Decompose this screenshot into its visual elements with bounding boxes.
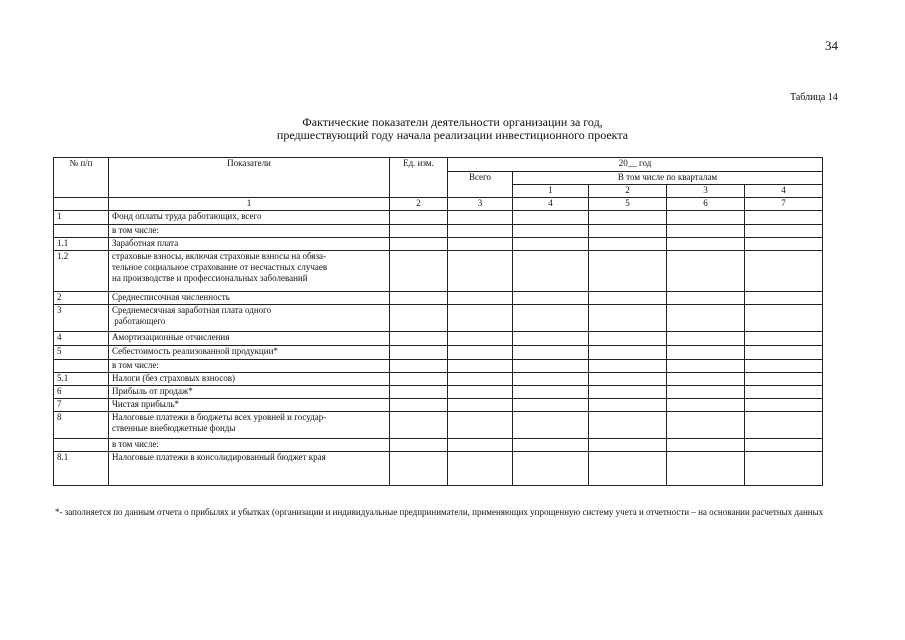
col-number-4: 4 (513, 198, 589, 211)
value-cell (390, 225, 448, 238)
row-indicator (109, 412, 390, 439)
value-cell (513, 452, 589, 486)
value-cell (448, 211, 513, 225)
page-number: 34 (825, 38, 838, 53)
document-title (0, 116, 905, 142)
value-cell (448, 452, 513, 486)
value-cell (589, 305, 667, 332)
column-numbers-row (54, 198, 823, 211)
table-row (54, 373, 823, 386)
value-cell (589, 238, 667, 251)
value-cell (589, 225, 667, 238)
row-number: 5.1 (54, 373, 109, 386)
header-quarter-1: 1 (513, 185, 589, 198)
value-cell (513, 292, 589, 305)
value-cell (745, 399, 823, 412)
value-cell (589, 399, 667, 412)
row-indicator (109, 399, 390, 412)
table-row (54, 399, 823, 412)
value-cell (745, 251, 823, 292)
row-number: 1 (54, 211, 109, 225)
value-cell (513, 305, 589, 332)
title-line-1: Фактические показатели деятельности организации за год, (302, 115, 603, 129)
table-label: Таблица 14 (790, 92, 838, 103)
value-cell (513, 238, 589, 251)
value-cell (745, 452, 823, 486)
value-cell (667, 305, 745, 332)
value-cell (390, 412, 448, 439)
indicator-text: страховые взносы, включая страховые взносы на обяза- (112, 251, 326, 261)
indicator-text: Амортизационные отчисления (112, 332, 230, 342)
col-number-3: 3 (448, 198, 513, 211)
value-cell (745, 360, 823, 373)
row-indicator (109, 225, 390, 238)
value-cell (448, 305, 513, 332)
value-cell (513, 412, 589, 439)
row-number (54, 225, 109, 238)
indicator-text: работающего (112, 316, 166, 326)
value-cell (513, 360, 589, 373)
row-indicator (109, 292, 390, 305)
value-cell (745, 305, 823, 332)
header-quarters-group: В том числе по кварталам (513, 172, 823, 185)
table-row (54, 292, 823, 305)
value-cell (667, 399, 745, 412)
indicator-text: в том числе: (112, 360, 159, 370)
row-number (54, 439, 109, 452)
value-cell (667, 238, 745, 251)
value-cell (745, 386, 823, 399)
row-number: 4 (54, 332, 109, 346)
value-cell (448, 238, 513, 251)
row-indicator (109, 238, 390, 251)
table-row (54, 225, 823, 238)
value-cell (390, 439, 448, 452)
value-cell (390, 305, 448, 332)
indicator-text: ственные внебюджетные фонды (112, 423, 236, 433)
value-cell (667, 332, 745, 346)
value-cell (589, 360, 667, 373)
col-number-blank (54, 198, 109, 211)
value-cell (390, 251, 448, 292)
indicator-text: Заработная плата (112, 238, 179, 248)
value-cell (589, 292, 667, 305)
value-cell (513, 399, 589, 412)
value-cell (390, 452, 448, 486)
value-cell (667, 360, 745, 373)
value-cell (390, 332, 448, 346)
footnote: *- заполняется по данным отчета о прибылях и убытках (организации и индивидуальные предприниматели, применяющих упрощенную систему учета и отчетности – на основании расчетных данных (55, 507, 824, 517)
indicator-text: Налоговые платежи в консолидированный бюджет края (112, 452, 326, 462)
header-num: № п/п (54, 158, 109, 198)
value-cell (448, 225, 513, 238)
col-number-2: 2 (390, 198, 448, 211)
header-year: 20__ год (448, 158, 823, 172)
row-number: 1.1 (54, 238, 109, 251)
row-indicator (109, 332, 390, 346)
value-cell (448, 412, 513, 439)
table-row (54, 412, 823, 439)
indicator-text: Чистая прибыль* (112, 399, 179, 409)
indicator-text: Себестоимость реализованной продукции* (112, 346, 278, 356)
header-quarter-3: 3 (667, 185, 745, 198)
value-cell (667, 225, 745, 238)
col-number-1: 1 (109, 198, 390, 211)
indicators-table (53, 157, 823, 486)
indicator-text: тельное социальное страхование от несчастных случаев (112, 262, 328, 272)
value-cell (448, 373, 513, 386)
header-unit: Ед. изм. (390, 158, 448, 198)
value-cell (667, 386, 745, 399)
value-cell (448, 292, 513, 305)
value-cell (390, 386, 448, 399)
row-indicator (109, 452, 390, 486)
value-cell (390, 292, 448, 305)
value-cell (390, 211, 448, 225)
value-cell (745, 346, 823, 360)
row-number: 2 (54, 292, 109, 305)
indicator-text: Фонд оплаты труда работающих, всего (112, 211, 262, 221)
value-cell (513, 332, 589, 346)
value-cell (589, 386, 667, 399)
table-row (54, 251, 823, 292)
table-row (54, 332, 823, 346)
row-indicator (109, 346, 390, 360)
value-cell (667, 292, 745, 305)
row-number: 8.1 (54, 452, 109, 486)
value-cell (513, 346, 589, 360)
table-row (54, 439, 823, 452)
header-indicators: Показатели (109, 158, 390, 198)
value-cell (745, 332, 823, 346)
value-cell (589, 439, 667, 452)
value-cell (667, 373, 745, 386)
table-row (54, 211, 823, 225)
value-cell (390, 360, 448, 373)
row-indicator (109, 305, 390, 332)
value-cell (589, 346, 667, 360)
value-cell (745, 225, 823, 238)
indicator-text: Среднесписочная численность (112, 292, 230, 302)
value-cell (390, 399, 448, 412)
value-cell (448, 251, 513, 292)
indicator-text: Налоги (без страховых взносов) (112, 373, 236, 383)
indicator-text: Среднемесячная заработная плата одного (112, 305, 272, 315)
value-cell (448, 360, 513, 373)
value-cell (589, 412, 667, 439)
row-indicator (109, 373, 390, 386)
value-cell (513, 373, 589, 386)
table-row (54, 452, 823, 486)
header-quarter-4: 4 (745, 185, 823, 198)
value-cell (513, 439, 589, 452)
row-number: 3 (54, 305, 109, 332)
value-cell (667, 439, 745, 452)
value-cell (513, 211, 589, 225)
table-row (54, 360, 823, 373)
value-cell (589, 251, 667, 292)
value-cell (589, 373, 667, 386)
table-row (54, 305, 823, 332)
value-cell (448, 399, 513, 412)
value-cell (448, 332, 513, 346)
row-indicator (109, 439, 390, 452)
value-cell (589, 452, 667, 486)
value-cell (589, 211, 667, 225)
row-indicator (109, 360, 390, 373)
value-cell (745, 238, 823, 251)
row-number: 8 (54, 412, 109, 439)
value-cell (745, 412, 823, 439)
value-cell (745, 373, 823, 386)
value-cell (667, 211, 745, 225)
value-cell (667, 251, 745, 292)
indicator-text: на производстве и профессиональных заболеваний (112, 273, 308, 283)
value-cell (667, 452, 745, 486)
row-number: 1.2 (54, 251, 109, 292)
value-cell (390, 238, 448, 251)
row-number (54, 360, 109, 373)
indicator-text: в том числе: (112, 225, 159, 235)
row-number: 7 (54, 399, 109, 412)
row-number: 6 (54, 386, 109, 399)
title-line-2: предшествующий году начала реализации инвестиционного проекта (276, 128, 629, 142)
value-cell (513, 386, 589, 399)
indicator-text: в том числе: (112, 439, 159, 449)
col-number-7: 7 (745, 198, 823, 211)
value-cell (589, 332, 667, 346)
row-number: 5 (54, 346, 109, 360)
value-cell (745, 292, 823, 305)
value-cell (390, 346, 448, 360)
value-cell (513, 251, 589, 292)
value-cell (448, 439, 513, 452)
header-total: Всего (448, 172, 513, 198)
col-number-5: 5 (589, 198, 667, 211)
row-indicator (109, 251, 390, 292)
indicator-text: Прибыль от продаж* (112, 386, 193, 396)
row-indicator (109, 386, 390, 399)
value-cell (448, 386, 513, 399)
col-number-6: 6 (667, 198, 745, 211)
value-cell (667, 412, 745, 439)
value-cell (745, 439, 823, 452)
value-cell (667, 346, 745, 360)
row-indicator (109, 211, 390, 225)
header-quarter-2: 2 (589, 185, 667, 198)
value-cell (513, 225, 589, 238)
table-row (54, 238, 823, 251)
table-row (54, 386, 823, 399)
value-cell (448, 346, 513, 360)
value-cell (390, 373, 448, 386)
table-row (54, 346, 823, 360)
indicator-text: Налоговые платежи в бюджеты всех уровней и государ- (112, 412, 327, 422)
value-cell (745, 211, 823, 225)
